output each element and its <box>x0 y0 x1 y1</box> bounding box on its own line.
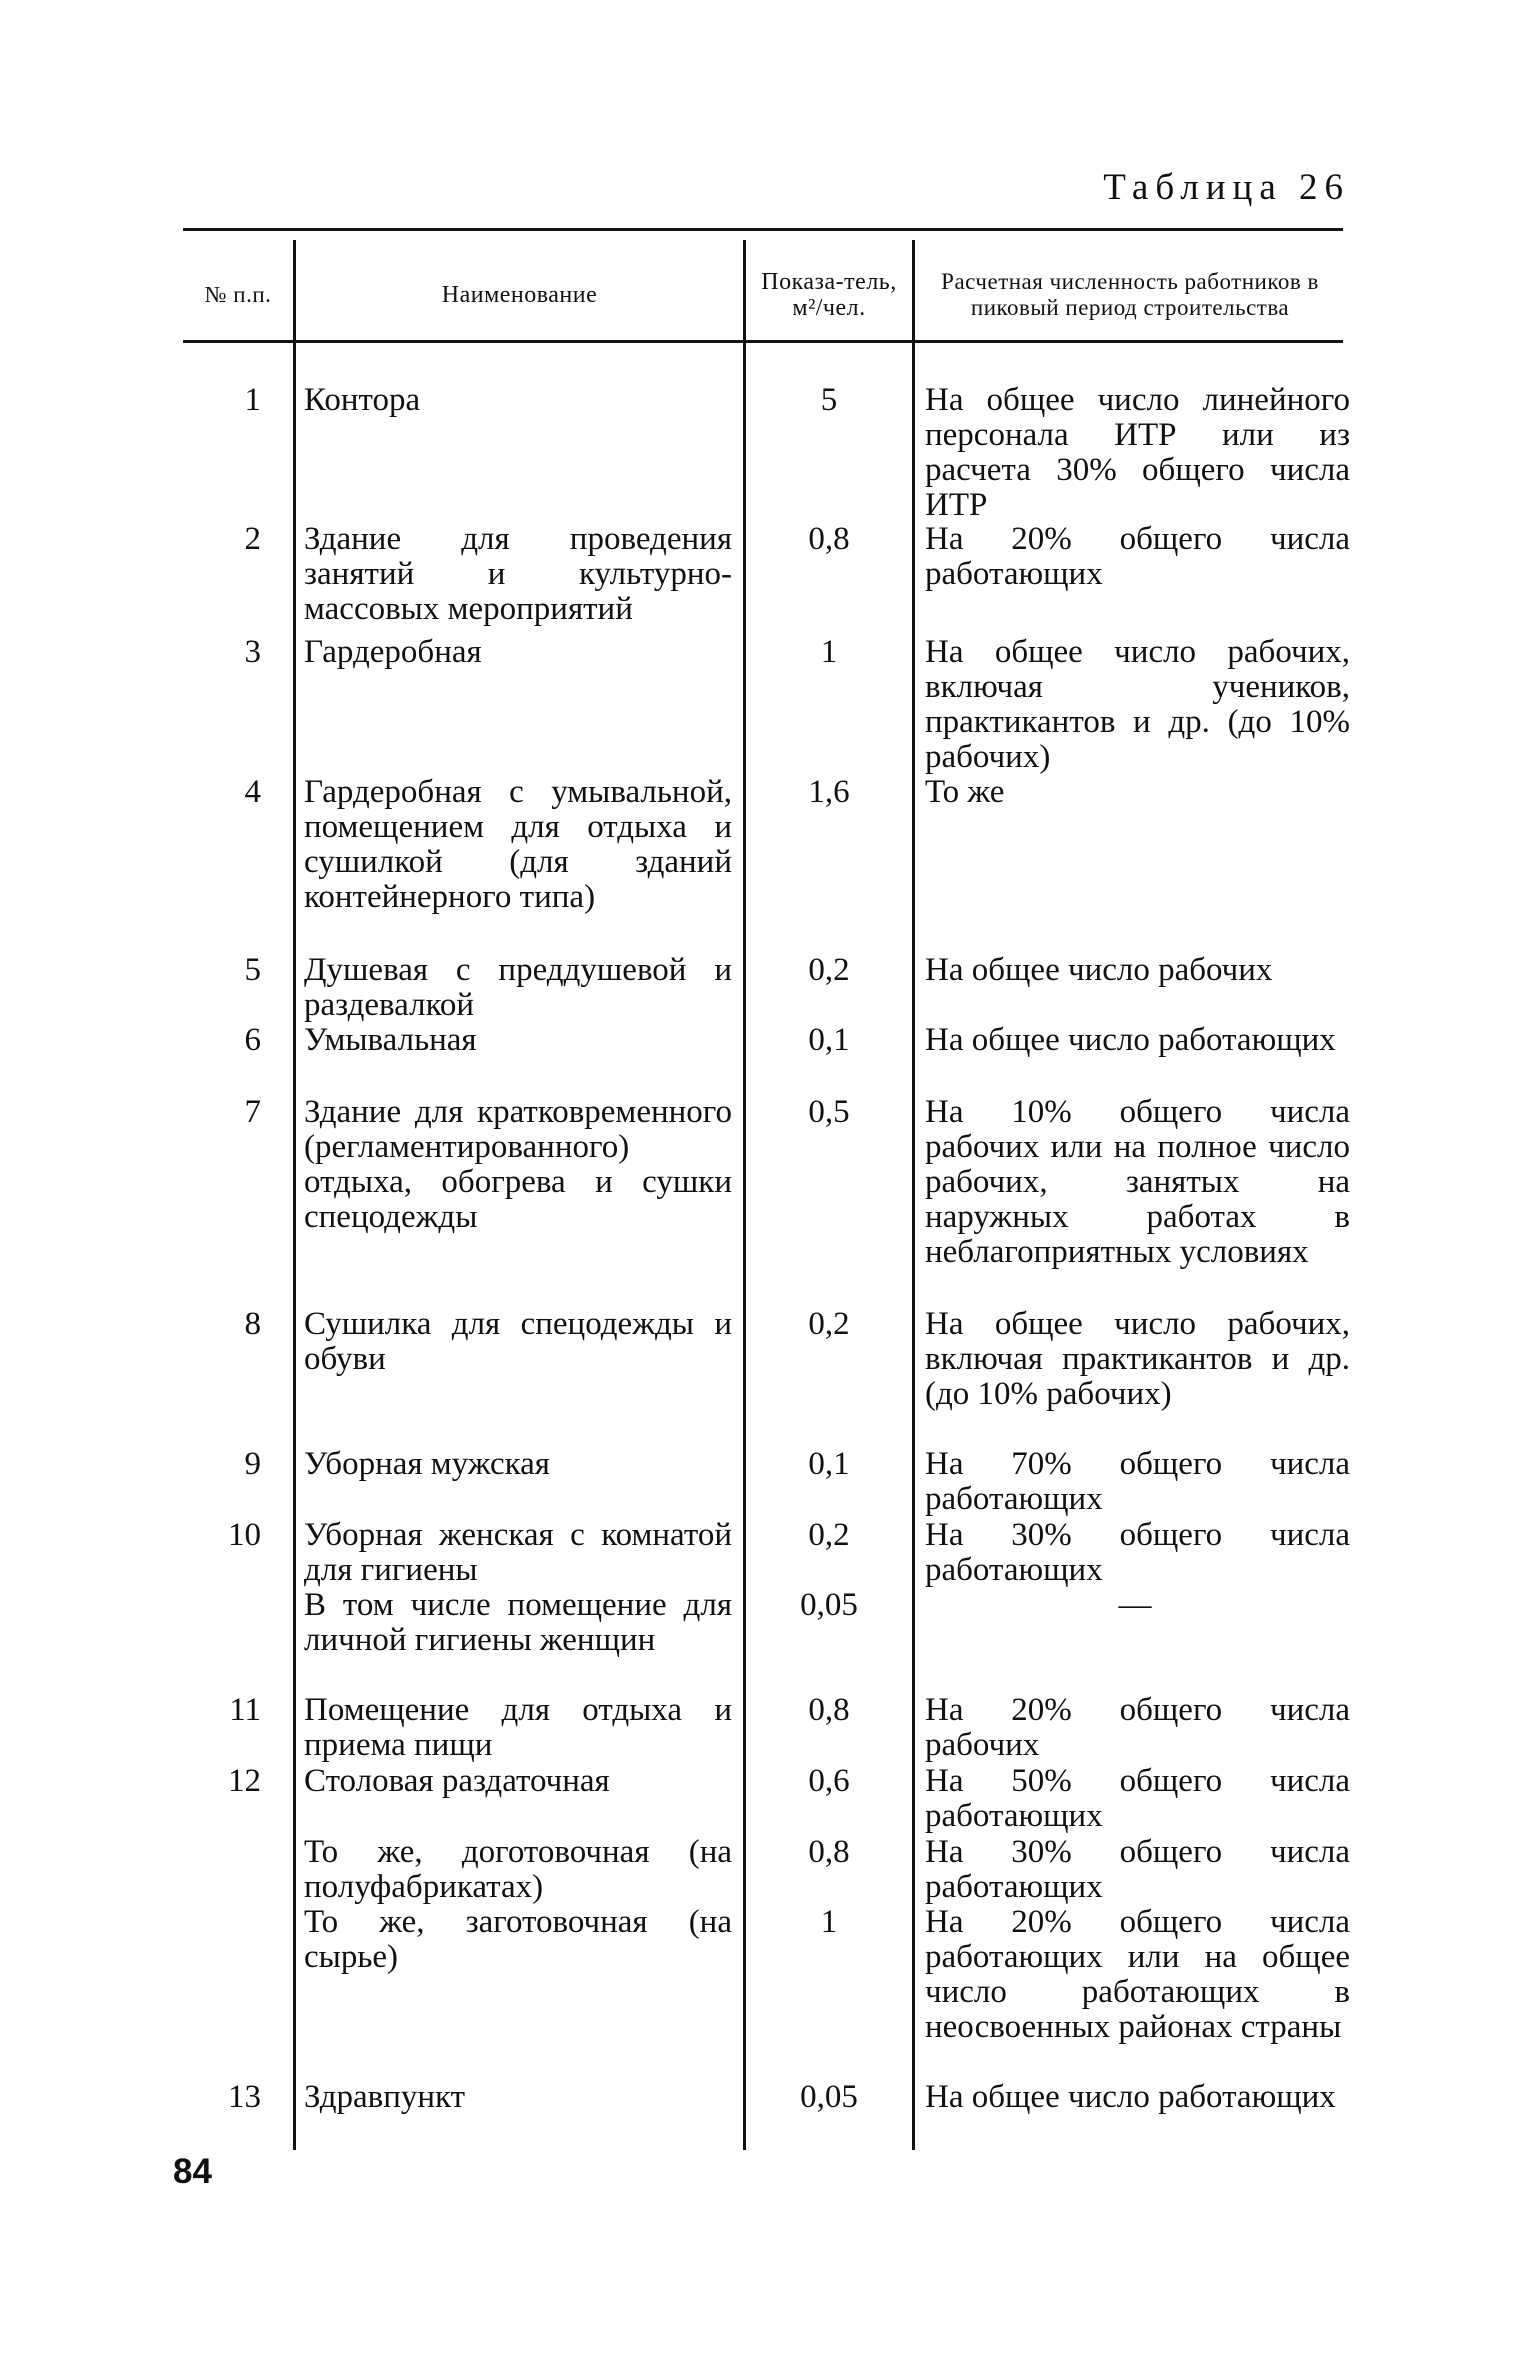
table-header-rule <box>183 340 1343 343</box>
row-7-calc: На 10% общего числа рабочих или на полное число рабочих, занятых на наружных работах в неблагоприятных условиях <box>925 1094 1350 1270</box>
row-3-calc: На общее число рабочих, включая учеников, практикантов и др. (до 10% рабочих) <box>925 634 1350 775</box>
row-9-num: 9 <box>244 1446 261 1482</box>
row-12-calc: На 50% общего числа работающих <box>925 1763 1350 1834</box>
row-12-indicator: 0,6 <box>808 1763 850 1799</box>
row-10-calc: На 30% общего числа работающих <box>925 1517 1350 1588</box>
row-9-indicator: 0,1 <box>808 1446 850 1482</box>
row-11-indicator: 0,8 <box>808 1692 850 1728</box>
row-5-num: 5 <box>244 952 261 988</box>
row-13-name: Здравпункт <box>304 2079 466 2115</box>
row-12a-name: То же, доготовочная (на полуфабрикатах) <box>304 1834 732 1905</box>
column-divider-1 <box>293 240 296 2150</box>
row-2-name: Здание для проведения занятий и культурно-массовых мероприятий <box>304 521 732 627</box>
row-1-indicator: 5 <box>820 382 838 418</box>
row-7-name: Здание для кратковременного (регламентированного) отдыха, обогрева и сушки спецодежды <box>304 1094 732 1235</box>
row-5-name: Душевая с преддушевой и раздевалкой <box>304 952 732 1023</box>
row-2-indicator: 0,8 <box>808 521 850 557</box>
header-name: Наименование <box>441 282 598 308</box>
row-3-name: Гардеробная <box>304 634 482 670</box>
row-6-calc: На общее число работающих <box>925 1022 1336 1058</box>
row-3-num: 3 <box>244 634 261 670</box>
row-8-indicator: 0,2 <box>808 1306 850 1342</box>
row-13-indicator: 0,05 <box>800 2079 858 2115</box>
header-calc: Расчетная численность работников в пиковый период строительства <box>941 269 1319 320</box>
row-6-indicator: 0,1 <box>808 1022 850 1058</box>
row-2-calc: На 20% общего числа работающих <box>925 521 1350 592</box>
row-1-calc: На общее число линейного персонала ИТР или из расчета 30% общего числа ИТР <box>925 382 1350 523</box>
row-12a-calc: На 30% общего числа работающих <box>925 1834 1350 1905</box>
row-9-calc: На 70% общего числа работающих <box>925 1446 1350 1517</box>
row-8-calc: На общее число рабочих, включая практикантов и др. (до 10% рабочих) <box>925 1306 1350 1412</box>
table-title: Таблица 26 <box>1103 167 1350 208</box>
row-7-num: 7 <box>244 1094 261 1130</box>
row-8-name: Сушилка для спецодежды и обуви <box>304 1306 732 1377</box>
header-indicator: Показа-тель, м²/чел. <box>761 269 897 321</box>
row-4-calc: То же <box>925 774 1005 810</box>
row-5-indicator: 0,2 <box>808 952 850 988</box>
row-7-indicator: 0,5 <box>808 1094 850 1130</box>
table-top-rule <box>183 228 1343 231</box>
row-10a-calc: — <box>1118 1587 1152 1623</box>
row-10-name: Уборная женская с комнатой для гигиены <box>304 1517 732 1588</box>
row-4-name: Гардеробная с умывальной, помещением для отдыха и сушилкой (для зданий контейнерного типа) <box>304 774 732 915</box>
row-12a-indicator: 0,8 <box>808 1834 850 1870</box>
column-divider-3 <box>912 240 915 2150</box>
row-5-calc: На общее число рабочих <box>925 952 1273 988</box>
row-9-name: Уборная мужская <box>304 1446 550 1482</box>
row-12b-indicator: 1 <box>820 1904 838 1940</box>
row-8-num: 8 <box>244 1306 261 1342</box>
row-1-num: 1 <box>244 382 261 418</box>
row-10a-name: В том числе помещение для личной гигиены женщин <box>304 1587 732 1658</box>
row-10-num: 10 <box>228 1517 261 1553</box>
row-13-calc: На общее число работающих <box>925 2079 1336 2115</box>
row-3-indicator: 1 <box>820 634 838 670</box>
header-num: № п.п. <box>204 282 272 307</box>
row-6-name: Умывальная <box>304 1022 477 1058</box>
row-12-num: 12 <box>228 1763 261 1799</box>
row-4-num: 4 <box>244 774 261 810</box>
row-11-num: 11 <box>229 1692 261 1728</box>
row-1-name: Контора <box>304 382 421 418</box>
row-11-calc: На 20% общего числа рабочих <box>925 1692 1350 1763</box>
row-6-num: 6 <box>244 1022 261 1058</box>
row-2-num: 2 <box>244 521 261 557</box>
row-12b-name: То же, заготовочная (на сырье) <box>304 1904 732 1975</box>
page-number: 84 <box>173 2152 212 2191</box>
row-13-num: 13 <box>228 2079 261 2115</box>
row-10-indicator: 0,2 <box>808 1517 850 1553</box>
row-12-name: Столовая раздаточная <box>304 1763 610 1799</box>
row-4-indicator: 1,6 <box>808 774 850 810</box>
row-12b-calc: На 20% общего числа работающих или на общее число работающих в неосвоенных районах страны <box>925 1904 1350 2045</box>
row-10a-indicator: 0,05 <box>800 1587 858 1623</box>
row-11-name: Помещение для отдыха и приема пищи <box>304 1692 732 1763</box>
